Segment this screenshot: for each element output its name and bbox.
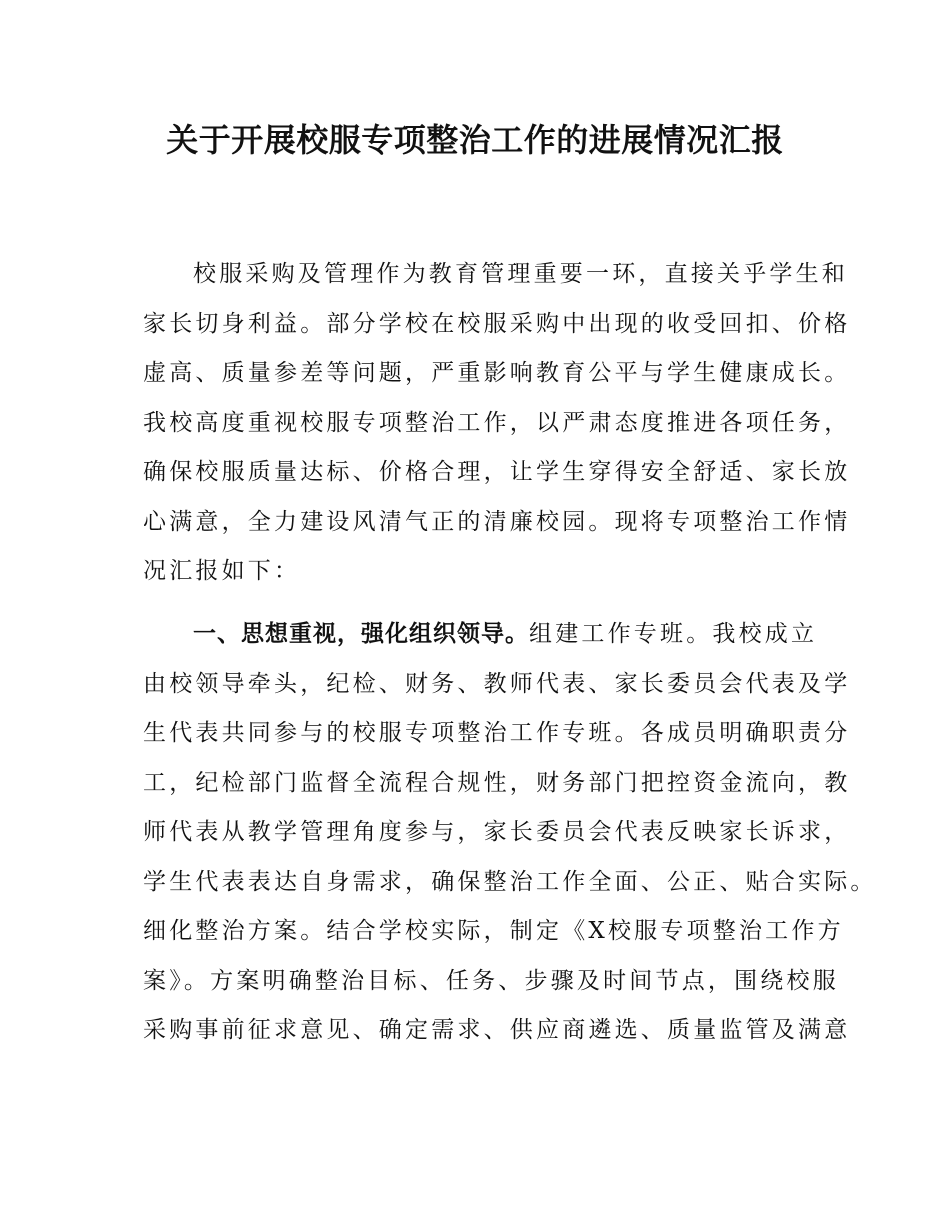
intro-line: 心满意，全力建设风清气正的清廉校园。现将专项整治工作情: [143, 508, 851, 535]
intro-line: 家长切身利益。部分学校在校服采购中出现的收受回扣、价格: [143, 310, 851, 337]
intro-line: 况汇报如下：: [143, 558, 301, 584]
intro-line: 我校高度重视校服专项整治工作，以严肃态度推进各项任务，: [143, 409, 851, 436]
intro-paragraph: [143, 250, 851, 597]
section-1-line: 学生代表表达自身需求，确保整治工作全面、公正、贴合实际。: [143, 868, 877, 895]
intro-line: 校服采购及管理作为教育管理重要一环，直接关乎学生和: [193, 261, 848, 287]
intro-line: 虚高、质量参差等问题，严重影响教育公平与学生健康成长。: [143, 360, 851, 386]
section-1-line: 案》。方案明确整治目标、任务、步骤及时间节点，围绕校服: [143, 967, 839, 994]
section-1-first-line: 一、思想重视，强化组织领导。组建工作专班。我校成立: [193, 621, 818, 647]
section-1-line: 工，纪检部门监督全流程合规性，财务部门把控资金流向，教: [143, 769, 851, 796]
section-1-paragraph: [143, 610, 877, 1056]
document-title: 关于开展校服专项整治工作的进展情况汇报: [166, 121, 784, 159]
intro-line: 确保校服质量达标、价格合理，让学生穿得安全舒适、家长放: [143, 459, 851, 485]
section-1-line: 师代表从教学管理角度参与，家长委员会代表反映家长诉求，: [143, 819, 851, 845]
section-1-line: 由校领导牵头，纪检、财务、教师代表、家长委员会代表及学: [143, 670, 851, 697]
section-1-heading: 一、思想重视，强化组织领导。: [193, 621, 529, 647]
section-1-line: 细化整治方案。结合学校实际，制定《X校服专项整治工作方: [143, 918, 844, 944]
section-1-line: 采购事前征求意见、确定需求、供应商遴选、质量监管及满意: [143, 1017, 851, 1043]
section-1-line: 生代表共同参与的校服专项整治工作专班。各成员明确职责分: [143, 720, 851, 746]
